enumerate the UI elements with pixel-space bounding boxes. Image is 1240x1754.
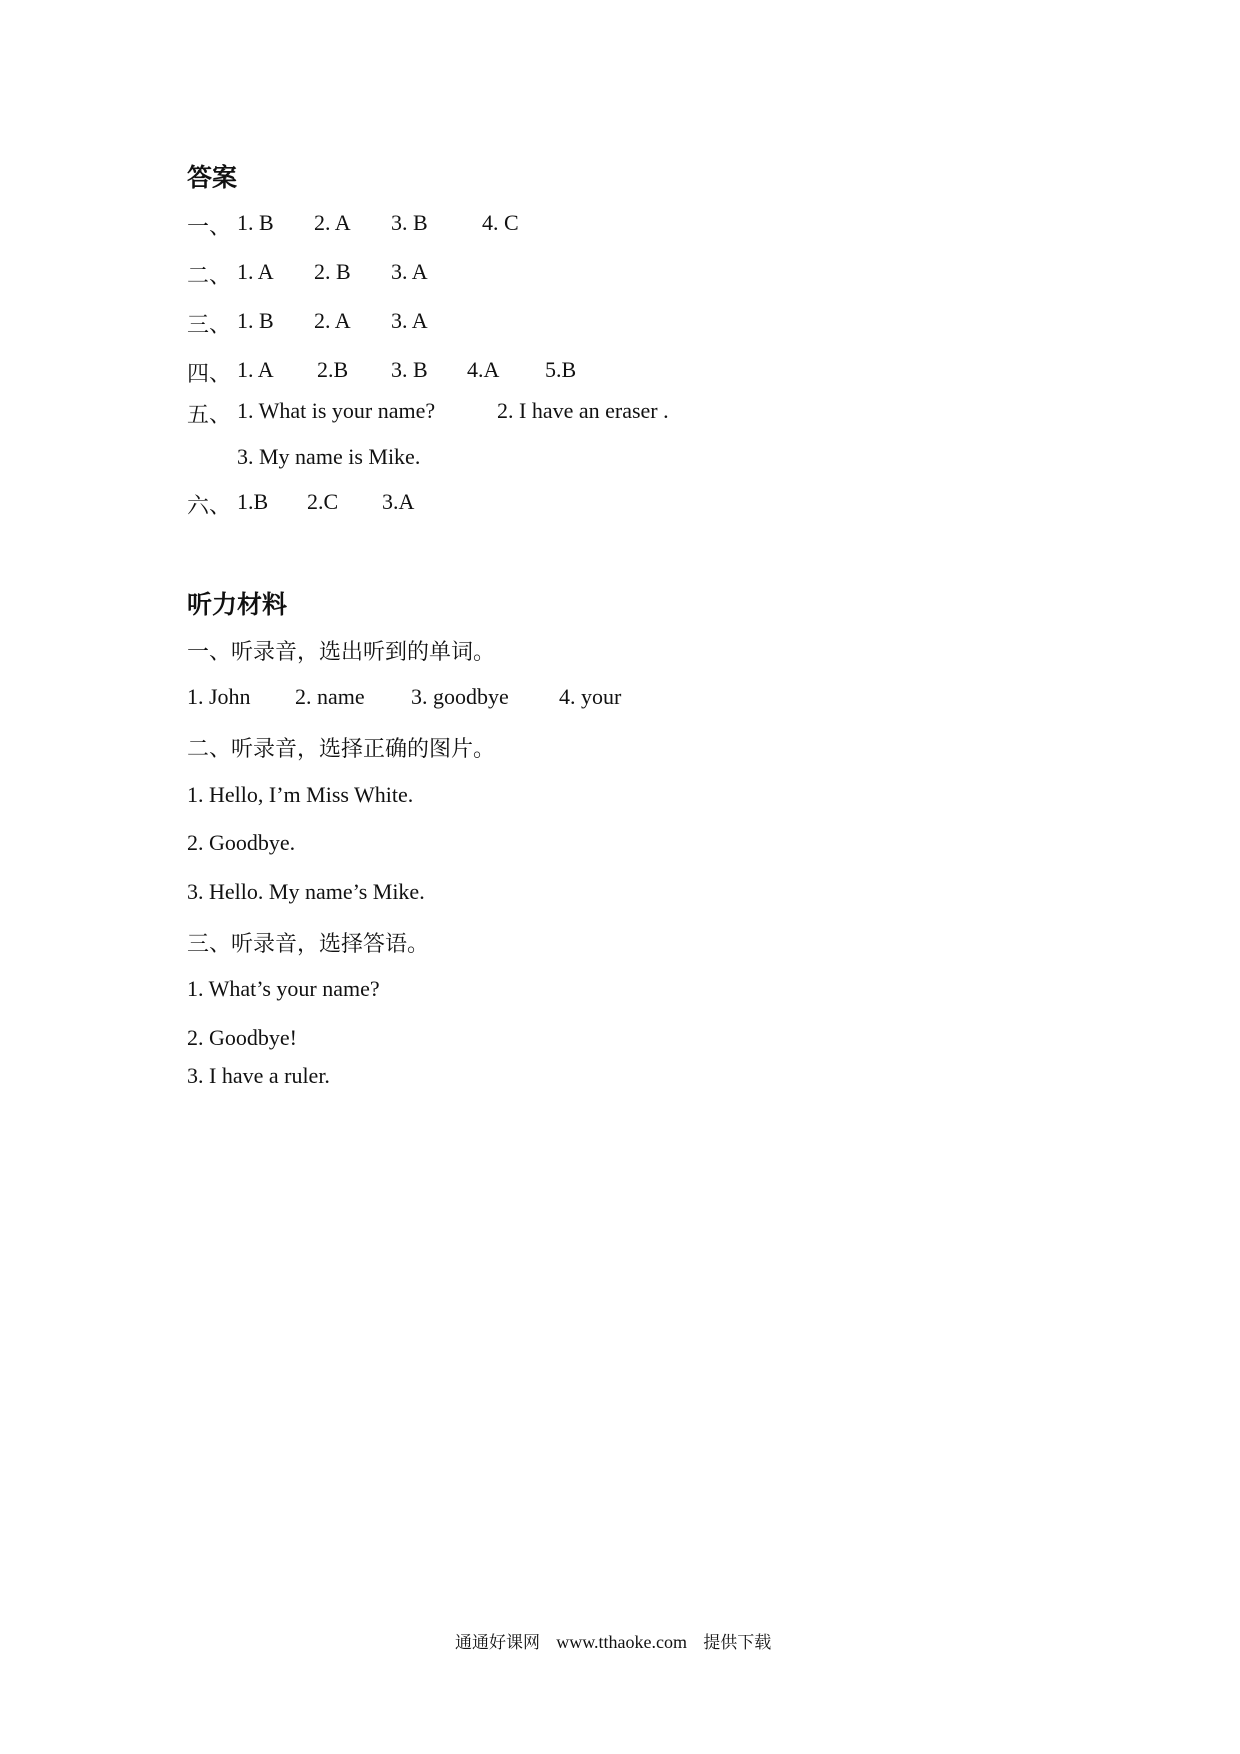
answer-item: 1. A [237, 259, 274, 284]
listening-word: 4. your [559, 684, 622, 709]
listening-section-3-title: 三、听录音，选择答语。 [187, 932, 430, 957]
answer-item: 4.A [467, 357, 500, 382]
row-prefix: 二、 [187, 264, 232, 289]
answer-item: 2. A [314, 210, 351, 235]
footer-suffix: 提供下载 [703, 1633, 772, 1653]
answer-item: 2.C [307, 489, 339, 514]
listening-line: 3. Hello. My name’s Mike. [187, 879, 425, 904]
listening-word: 3. goodbye [411, 684, 509, 709]
row-prefix: 三、 [187, 313, 232, 338]
answer-item: 2. A [314, 308, 351, 333]
answer-row-2 [187, 259, 587, 289]
listening-word: 1. John [187, 684, 251, 709]
answer-item: 2.B [317, 357, 349, 382]
answer-item: 2. I have an eraser . [497, 398, 669, 423]
answer-item: 1.B [237, 489, 269, 514]
answer-item: 1. What is your name? [237, 398, 436, 423]
listening-word-row [187, 684, 687, 714]
answer-item: 4. C [482, 210, 519, 235]
listening-line: 1. Hello, I’m Miss White. [187, 782, 414, 807]
answer-item: 3. B [391, 210, 428, 235]
footer-url[interactable]: www.tthaoke.com [556, 1632, 688, 1652]
answer-row-3 [187, 308, 587, 338]
footer [455, 1628, 771, 1653]
listening-line: 3. I have a ruler. [187, 1063, 330, 1088]
listening-word: 2. name [295, 684, 365, 709]
answer-item: 3. A [391, 259, 428, 284]
listening-line: 1. What’s your name? [187, 976, 380, 1001]
answer-item: 2. B [314, 259, 351, 284]
footer-site-name: 通通好课网 [455, 1633, 540, 1653]
answer-row-5-continuation: 3. My name is Mike. [237, 444, 421, 469]
listening-heading: 听力材料 [187, 590, 288, 619]
answer-item: 1. B [237, 210, 274, 235]
answer-row-1 [187, 210, 587, 240]
answer-item: 1. A [237, 357, 274, 382]
answers-heading: 答案 [187, 163, 238, 192]
answer-item: 5.B [545, 357, 577, 382]
listening-line: 2. Goodbye. [187, 830, 296, 855]
answer-row-6 [187, 489, 587, 519]
listening-line: 2. Goodbye! [187, 1025, 297, 1050]
answer-row-4 [187, 357, 637, 387]
listening-section-1-title: 一、听录音，选出听到的单词。 [187, 640, 496, 665]
listening-section-2-title: 二、听录音，选择正确的图片。 [187, 737, 496, 762]
row-prefix: 六、 [187, 494, 232, 519]
answer-item: 3.A [382, 489, 415, 514]
answer-item: 3. B [391, 357, 428, 382]
row-prefix: 五、 [187, 403, 232, 428]
answer-item: 3. A [391, 308, 428, 333]
row-prefix: 一、 [187, 215, 232, 240]
row-prefix: 四、 [187, 362, 232, 387]
answer-row-5 [187, 398, 747, 428]
answer-item: 1. B [237, 308, 274, 333]
